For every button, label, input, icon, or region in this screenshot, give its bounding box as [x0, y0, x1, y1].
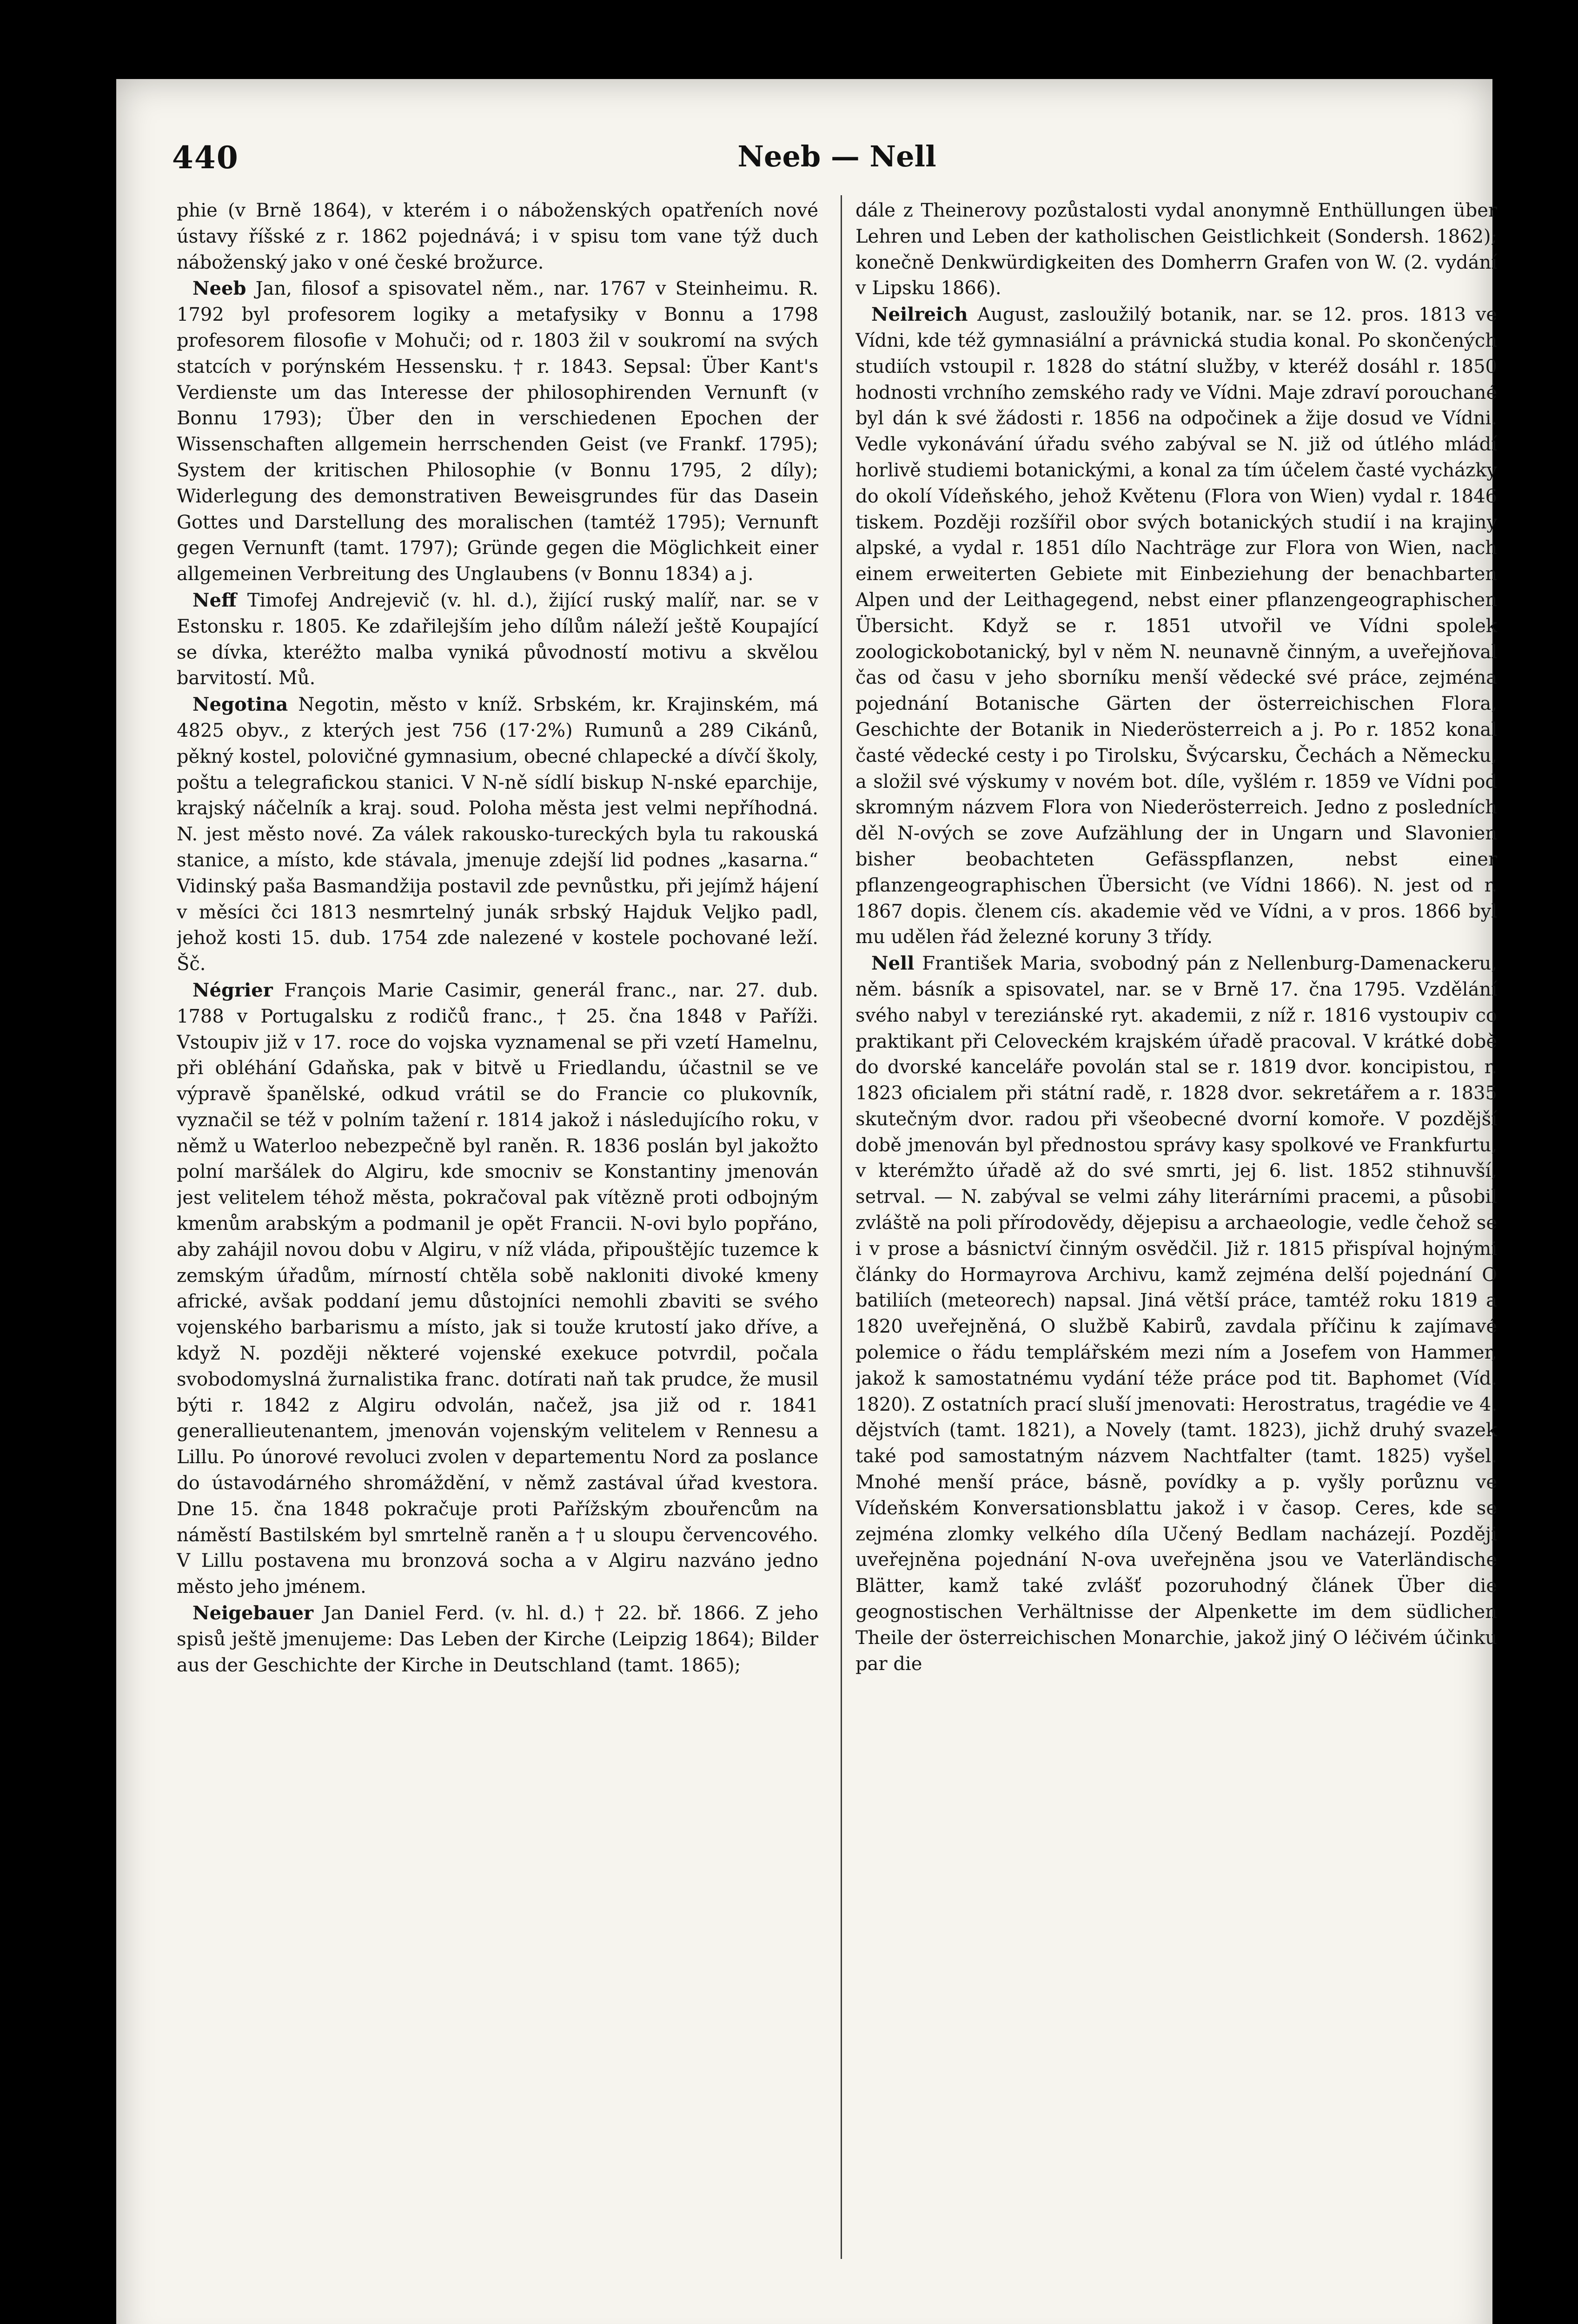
entry-paragraph — [177, 977, 818, 1600]
entry-paragraph — [177, 692, 818, 977]
entry-lemma: Neilreich — [871, 304, 968, 326]
entry-text: Jan Daniel Ferd. (v. hl. d.) † 22. bř. 1866. Z jeho spisů ještě jmenujeme: Das Leben der Kirche (Leipzig 1864); Bilder aus der Geschichte der Kirche in Deutschland (tamt. 1865); — [177, 1603, 818, 1676]
entry-paragraph — [855, 951, 1497, 1677]
page-number: 440 — [172, 139, 239, 176]
entry-paragraph — [177, 588, 818, 692]
entry-lemma: Negotina — [192, 693, 288, 716]
entry-lemma: Nell — [871, 952, 915, 975]
entry-paragraph — [855, 302, 1497, 951]
entry-text: dále z Theinerovy pozůstalosti vydal anonymně Enthüllungen über Lehren und Leben der katholischen Geistlichkeit (Sondersh. 1862); konečně Denkwürdigkeiten des Domherrn Grafen von W. (2. vydání v Lipsku 1866). — [855, 200, 1497, 299]
page-header — [172, 139, 1502, 177]
entry-text: Timofej Andrejevič (v. hl. d.), žijící ruský malíř, nar. se v Estonsku r. 1805. Ke zdařilejším jeho dílům náleží ještě Koupající se dívka, kteréžto malba vyniká původností motivu a skvělou barvitostí. Mů. — [177, 589, 818, 689]
entry-lemma: Négrier — [192, 979, 273, 1001]
column-divider — [841, 195, 842, 2259]
left-column — [177, 198, 818, 2252]
entry-lemma: Neeb — [192, 277, 246, 300]
entry-text: phie (v Brně 1864), v kterém i o náboženských opatřeních nové ústavy říšské z r. 1862 pojednává; i v spisu tom vane týž duch náboženský jako v oné české brožurce. — [177, 200, 818, 273]
entry-paragraph — [177, 1600, 818, 1678]
entry-paragraph — [177, 198, 818, 276]
running-head: Neeb — Nell — [737, 139, 936, 173]
entry-lemma: Neigebauer — [192, 1602, 314, 1624]
entry-text: Negotin, město v kníž. Srbském, kr. Krajinském, má 4825 obyv., z kterých jest 756 (17·2%) Rumunů a 289 Cikánů, pěkný kostel, polovičné gymnasium, obecné chlapecké a dívčí školy, poštu a telegrafickou stanici. V N-ně sídlí biskup N-nské eparchije, krajský náčelník a kraj. soud. Poloha města jest velmi nepříhodná. N. jest město nové. Za válek rakousko-tureckých byla tu rakouská stanice, a místo, kde stávala, jmenuje zdejší lid podnes „kasarna.“ Vidinský paša Basmandžija postavil zde pevnůstku, při jejímž hájení v měsíci čci 1813 nesmrtelný junák srbský Hajduk Veljko padl, jehož kosti 15. dub. 1754 zde nalezené v kostele pochované leží. Šč. — [177, 694, 818, 975]
entry-text: August, zasloužilý botanik, nar. se 12. pros. 1813 ve Vídni, kde též gymnasiální a právnická studia konal. Po skončených studiích vstoupil r. 1828 do státní služby, v kteréž dosáhl r. 1850 hodnosti vrchního zemského rady ve Vídni. Maje zdraví porouchané byl dán k své žádosti r. 1856 na odpočinek a žije dosud ve Vídni. Vedle vykonávání úřadu svého zabýval se N. již od útlého mládí horlivě studiemi botanickými, a konal za tím účelem časté vycházky do okolí Vídeňského, jehož Květenu (Flora von Wien) vydal r. 1846 tiskem. Později rozšířil obor svých botanických studií i na krajiny alpské, a vydal r. 1851 dílo Nachträge zur Flora von Wien, nach einem erweiterten Gebiete mit Einbeziehung der benachbarten Alpen und der Leithagegend, nebst einer pflanzengeographischen Übersicht. Když se r. 1851 utvořil ve Vídni spolek zoologickobotanický, byl v něm N. neunavně činným, a uveřejňoval čas od času v jeho sborníku menší vědecké své práce, zejména pojednání Botanische Gärten der österreichischen Flora, Geschichte der Botanik in Niederösterreich a j. Po r. 1852 konal časté vědecké cesty i po Tirolsku, Švýcarsku, Čechách a Německu, a složil své výskumy v novém bot. díle, vyšlém r. 1859 ve Vídni pod skromným názvem Flora von Niederösterreich. Jedno z posledních děl N-ových se zove Aufzählung der in Ungarn und Slavonien bisher beobachteten Gefässpflanzen, nebst einer pflanzengeographischen Übersicht (ve Vídni 1866). N. jest od r. 1867 dopis. členem cís. akademie věd ve Vídni, a v pros. 1866 byl mu udělen řád železné koruny 3 třídy. — [855, 304, 1497, 948]
entry-paragraph — [855, 198, 1497, 302]
entry-text: Jan, filosof a spisovatel něm., nar. 1767 v Steinheimu. R. 1792 byl profesorem logiky a metafysiky v Bonnu a 1798 profesorem filosofie v Mohuči; od r. 1803 žil v soukromí na svých statcích v porýnském Hessensku. † r. 1843. Sepsal: Über Kant's Verdienste um das Interesse der philosophirenden Vernunft (v Bonnu 1793); Über den in verschiedenen Epochen der Wissenschaften allgemein herrschenden Geist (ve Frankf. 1795); System der kritischen Philosophie (v Bonnu 1795, 2 díly); Widerlegung des demonstrativen Beweisgrundes für das Dasein Gottes und Darstellung des moralischen (tamtéž 1795); Vernunft gegen Vernunft (tamt. 1797); Gründe gegen die Möglichkeit einer allgemeinen Verbreitung des Unglaubens (v Bonnu 1834) a j. — [177, 278, 818, 585]
entry-text: François Marie Casimir, generál franc., nar. 27. dub. 1788 v Portugalsku z rodičů franc., † 25. čna 1848 v Paříži. Vstoupiv již v 17. roce do vojska vyznamenal se při vzetí Hamelnu, při obléhání Gdaňska, pak v bitvě u Friedlandu, účastnil se ve výpravě španělské, odkud vrátil se do Francie co plukovník, vyznačil se též v polním tažení r. 1814 jakož i následujícího roku, v němž u Waterloo nebezpečně byl raněn. R. 1836 poslán byl jakožto polní maršálek do Algiru, kde smocniv se Konstantiny jmenován jest velitelem téhož města, pokračoval pak vítězně proti odbojným kmenům arabským a podmanil je opět Francii. N-ovi bylo popřáno, aby zahájil novou dobu v Algiru, v níž vláda, připouštějíc tuzemce k zemským úřadům, mírností chtěla sobě nakloniti divoké kmeny africké, avšak poddaní jemu důstojníci nemohli zbaviti se svého vojenského barbarismu a místo, jak si touže krutostí jako dříve, a když N. později některé vojenské exekuce potvrdil, počala svobodomyslná žurnalistika franc. dotírati naň tak prudce, že musil býti r. 1842 z Algiru odvolán, načež, jsa již od r. 1841 generallieutenantem, jmenován vojenským velitelem v Rennesu a Lillu. Po únorové revoluci zvolen v departementu Nord za poslance do ústavodárného shromáždění, v němž zastával úřad kvestora. Dne 15. čna 1848 pokračuje proti Pařížským zbouřencům na náměstí Bastilském byl smrtelně raněn a † u sloupu červencového. V Lillu postavena mu bronzová socha a v Algiru nazváno jedno město jeho jménem. — [177, 979, 818, 1598]
entry-text: František Maria, svobodný pán z Nellenburg-Damenackeru, něm. básník a spisovatel, nar. se v Brně 17. čna 1795. Vzdělání svého nabyl v tereziánské ryt. akademii, z níž r. 1816 vystoupiv co praktikant při Celoveckém krajském úřadě pracoval. V krátké době do dvorské kanceláře povolán stal se r. 1819 dvor. koncipistou, r. 1823 oficialem při státní radě, r. 1828 dvor. sekretářem a r. 1835 skutečným dvor. radou při všeobecné dvorní komoře. V pozdější době jmenován byl přednostou správy kasy spolkové ve Frankfurtu, v kterémžto úřadě až do své smrti, jej 6. list. 1852 stihnuvší, setrval. — N. zabýval se velmi záhy literárními pracemi, a působil zvláště na poli přírodovědy, dějepisu a archaeologie, vedle čehož se i v prose a básnictví činným osvědčil. Již r. 1815 přispíval hojnými články do Hormayrova Archivu, kamž zejména delší pojednání O batiliích (meteorech) napsal. Jiná větší práce, tamtéž roku 1819 a 1820 uveřejněná, O službě Kabirů, zavdala příčinu k zajímavé polemice o řádu templářském mezi ním a Josefem von Hammer, jakož k samostatnému vydání téže práce pod tit. Baphomet (Víd. 1820). Z ostatních prací sluší jmenovati: Herostratus, tragédie ve 4. dějstvích (tamt. 1821), a Novely (tamt. 1823), jichž druhý svazek také pod samostatným názvem Nachtfalter (tamt. 1825) vyšel. Mnohé menší práce, básně, povídky a p. vyšly porůznu ve Vídeňském Konversationsblattu jakož i v časop. Ceres, kde se zejména zlomky velkého díla Učený Bedlam nacházejí. Později uveřejněna pojednání N-ova uveřejněna jsou ve Vaterländische Blätter, kamž také zvlášť pozoruhodný článek Über die geognostischen Verhältnisse der Alpenkette im dem südlichen Theile der österreichischen Monarchie, jakož jiný O léčivém účinku par die — [855, 953, 1497, 1675]
entry-lemma: Neff — [192, 589, 237, 611]
entry-paragraph — [177, 276, 818, 588]
right-column — [855, 198, 1497, 2252]
